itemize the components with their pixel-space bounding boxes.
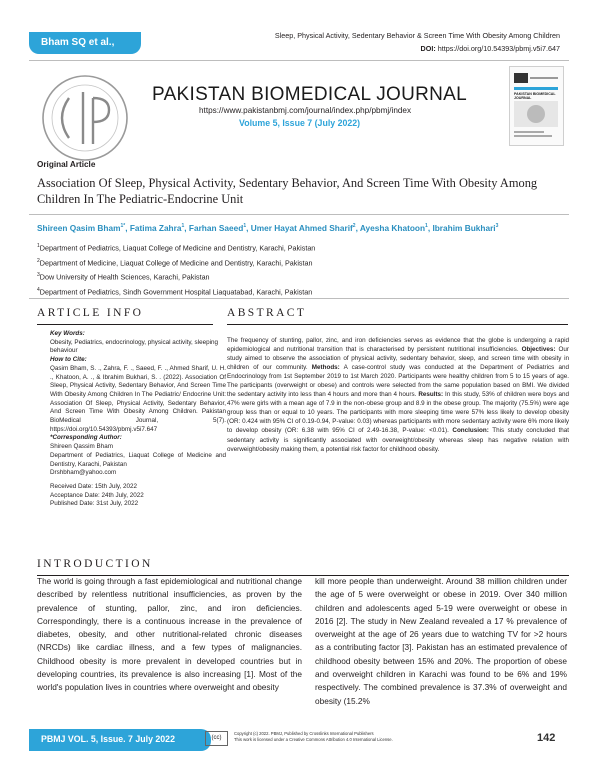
intro-left-column: The world is going through a fast epidemiological and nutritional change described by relentless nutritional insufficiencies, as proven by the prevalence of stunting, pallor, zinc, and iron deficiencies. Correspondingly, there is a continuous increase in the prevalence of diabetes, obesity, and other nutritional-related chronic diseases (NRCDs) like cardiac illness, and a few types of malignancies. Childhood obesity is more prevalent in developed countries but in developing countries, its prevalence is also increasing [1]. Most of the world's population lives in countries where overweight and obesity <box>37 576 302 693</box>
affiliation-sup: 2 <box>37 257 40 264</box>
affiliation <box>37 284 569 299</box>
license-line[interactable]: This work is licensed under a Creative Commons Attribution 4.0 International License. <box>234 736 393 742</box>
cover-title: PAKISTAN BIOMEDICAL JOURNAL <box>514 92 556 100</box>
conclusion-label: Conclusion: <box>452 427 489 435</box>
author-sup: 2 <box>352 223 356 230</box>
author-name: Farhan Saeed <box>188 223 244 233</box>
author-sup: 3 <box>495 223 499 230</box>
article-type: Original Article <box>37 160 96 169</box>
affiliation-sup: 1 <box>37 243 40 249</box>
affiliation <box>37 255 569 270</box>
affiliation-list <box>37 240 569 299</box>
journal-issue: Volume 5, Issue 7 (July 2022) <box>239 118 361 128</box>
author-tab: Bham SQ et al., <box>29 32 141 54</box>
article-title: Association Of Sleep, Physical Activity, Sedentary Behavior, And Screen Time With Obesity Among Children In The Pediatric-Endocrine Unit <box>37 176 538 206</box>
journal-logo <box>33 68 141 164</box>
author-sup: 1* <box>120 223 126 230</box>
objectives-label: Objectives: <box>521 346 556 354</box>
corresponding-label: *Corresponding Author: <box>50 434 122 442</box>
methods-text: A case-control study was conducted at the Department of Pediatrics and Endocrinology from 1st September 2019 to 1st March 2020. Participants were healthy children from 5 to 15 years of age. The participants (overweight or obese) and controls were selected from the same population based on BMI. We divided the sedentary activity into less than 4 hours and more than 4 hours. <box>227 364 569 399</box>
journal-cover-thumbnail <box>509 66 564 146</box>
author-name: Fatima Zahra <box>129 223 182 233</box>
abstract-heading: ABSTRACT <box>227 307 307 319</box>
keywords-label: Key Words: <box>50 330 85 337</box>
introduction-heading: INTRODUCTION <box>37 558 153 570</box>
journal-title: PAKISTAN BIOMEDICAL JOURNAL <box>152 84 467 105</box>
copyright-line: Copyright (c) 2022. PBMJ, Published by Crosslinks International Publishers <box>234 731 374 736</box>
article-info-heading: ARTICLE INFO <box>37 307 144 319</box>
author-list: Shireen Qasim Bham$^{1*}$, Fatima Zahra$^1$, Farhan Saeed$^1$, Umer Hayat Ahmed Sharif$^2$, Ayesha Khatoon$^1$, Ibrahim Bukhari$^3$ <box>37 223 499 233</box>
affiliation-text: Department of Pediatrics, Liaquat College of Medicine and Dentistry, Karachi, Pakistan <box>39 243 316 253</box>
affiliation-text: Department of Medicine, Liaquat College of Medicine and Dentistry, Karachi, Pakistan <box>39 258 313 268</box>
doi-line[interactable] <box>421 44 560 53</box>
abstract-intro: The frequency of stunting, pallor, zinc, and iron deficiencies serves as evidence that the globe is undergoing a rapid epidemiological and nutritional transition that is characterised by persistent nutritional insufficiencies. <box>227 337 569 354</box>
affiliation <box>37 240 569 255</box>
corresponding-email[interactable]: Drshbham@yahoo.com <box>50 469 117 477</box>
author-name: Ibrahim Bukhari <box>432 223 496 233</box>
accepted-date: Acceptance Date: 24th July, 2022 <box>50 491 144 499</box>
article-info-rule <box>37 324 213 325</box>
cite-label: How to Cite: <box>50 356 87 364</box>
abstract-body <box>227 336 569 454</box>
cover-art <box>510 67 563 145</box>
running-title: Sleep, Physical Activity, Sedentary Behavior & Screen Time With Obesity Among Children <box>274 31 560 40</box>
keywords-text: Obesity, Pediatrics, endocrinology, physical activity, sleeping behaviour <box>50 338 218 355</box>
results-label: Results: <box>418 391 444 399</box>
doi-label: DOI: <box>420 44 436 53</box>
corresponding-dept: Department of Pediatrics, Liaquat College of Medicine and Dentistry, Karachi, Pakistan <box>50 451 226 468</box>
article-info-panel <box>50 330 226 509</box>
affiliation-sup: 4 <box>37 287 40 294</box>
author-sup: 1 <box>181 223 185 230</box>
affiliation-text: Dow University of Health Sciences, Karachi, Pakistan <box>39 272 210 282</box>
methods-label: Methods: <box>311 364 340 372</box>
copyright-notice <box>234 731 393 742</box>
journal-url[interactable]: https://www.pakistanbmj.com/journal/index.php/pbmj/index <box>199 106 412 115</box>
cc-license-badge[interactable]: (cc) <box>205 731 228 746</box>
author-name: Shireen Qasim Bham <box>37 223 121 233</box>
intro-right-column: kill more people than underweight. Around 38 million children under the age of 5 were overweight or obese in 2019. Over 340 million children and adolescents aged 5-19 were overweight or obese in 2016 [2]. The study in New Zealand revealed a 17 % prevalence of overweight at the age of 26 years due to watching TV for >2 hours as a contributing factor [3]. Pakistan has an estimated prevalence of childhood obesity between 15% and 20%. The proportion of obese and overweight children in Karachi was found to be 6% and 19% respectively. The combined prevalence is 37.3% of overweight and obesity (15.2% <box>315 576 567 706</box>
affiliation-sup: 3 <box>37 272 40 279</box>
abstract-rule <box>227 324 568 325</box>
author-sup: 1 <box>425 223 428 230</box>
conclusion-text: This study concluded that sedentary activity is significantly associated with overweight/obesity whereas sleep has negative relation with overweight/obesity making them, a potential risk factor for childhood obesity. <box>227 427 570 453</box>
authors-divider <box>29 214 569 215</box>
author-sup: 1 <box>243 223 247 230</box>
footer-volume-label: PBMJ VOL. 5, Issue. 7 July 2022 <box>41 734 175 744</box>
published-date: Published Date: 31st July, 2022 <box>50 500 139 508</box>
objectives-text: Our study aimed to observe the association of physical activity, sedentary behavior, sleep, and screen time with obesity in children of our community. <box>227 346 569 372</box>
affiliation-text: Department of Pediatrics, Sindh Government Hospital Liaquatabad, Karachi, Pakistan <box>39 287 313 297</box>
results-text: In this study, 53% of children were boys and 47% were girls with a mean age of 7.9 in the non-obese group and 8.9 in the obese group. The majority (75.5%) were age group less than or equal to 10 years. The participants with more sleeping time were 57% less likely to develop obesity (OR: 0.424 with 95% CI of 0.19-0.94, P-value: 0.03) whereas participants with more sedentary activity were 6% more likely to develop obesity (OR: 6.38 with 95% CI of 2.49-16.38, P-value: <0.01). <box>227 391 569 435</box>
cite-text: Qasim Bham, S. ., Zahra, F. ., Saeed, F. ., Ahmed Sharif, U. H. ., Khatoon, A. ., & Ibrahim Bukhari, S. . (2022). Association Of Sleep, Physical Activity, Sedentary Behavior, And Screen Time With Obesity Among Children In The Pediatric/ Endocrine Unit: Association Of Sleep, Physical Activity, Sedentary Behavior, And Screen Time With Obesity Among Children. Pakistan BioMedical Journal, 5(7). https://doi.org/10.54393/pbmj.v5i7.647 <box>50 364 226 433</box>
affiliations-divider <box>29 298 569 299</box>
affiliation <box>37 269 569 284</box>
corresponding-name: Shireen Qassim Bham <box>50 443 113 451</box>
author-name: Ayesha Khatoon <box>359 223 426 233</box>
received-date: Received Date: 15th July, 2022 <box>50 482 138 490</box>
page-number: 142 <box>537 732 556 744</box>
header-divider <box>29 60 569 61</box>
doi-link[interactable]: https://doi.org/10.54393/pbmj.v5i7.647 <box>435 44 560 53</box>
author-name: Umer Hayat Ahmed Sharif <box>250 223 353 233</box>
